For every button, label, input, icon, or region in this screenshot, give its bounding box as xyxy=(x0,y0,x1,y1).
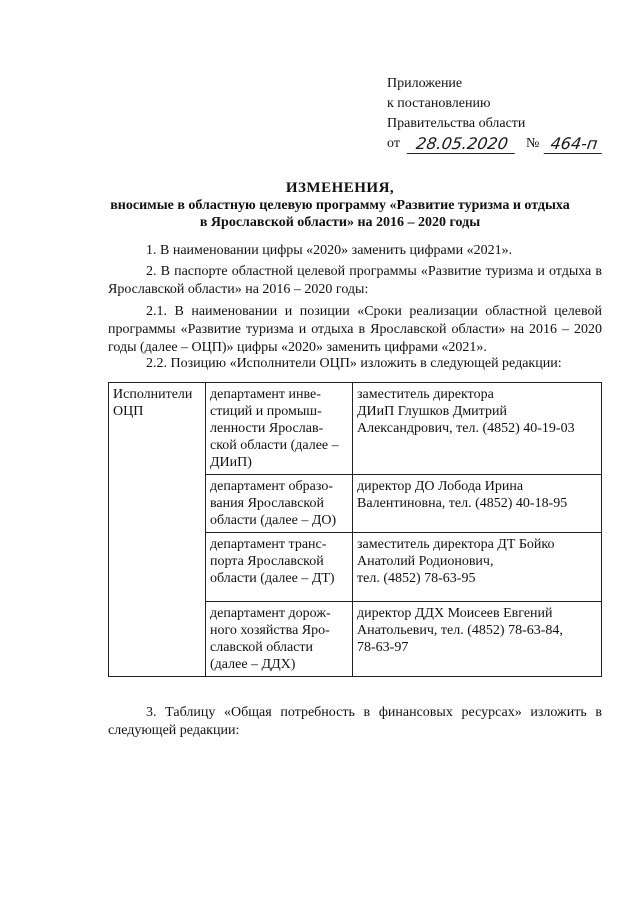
department-name: департамент образо- вания Ярославской области (далее – ДО) xyxy=(210,479,337,528)
paragraph-3: 3. Таблицу «Общая потребность в финансовых ресурсах» изложить в следующей редакции: xyxy=(108,705,602,738)
executors-header-cell xyxy=(109,383,206,677)
contact-info: заместитель директора ДИиП Глушков Дмитрий Александрович, тел. (4852) 40-19-03 xyxy=(357,387,575,436)
appendix-line-1: Приложение xyxy=(387,76,463,91)
contact-info: заместитель директора ДТ Бойко Анатолий Родионович, тел. (4852) 78-63-95 xyxy=(357,537,555,586)
department-name: департамент транс- порта Ярославской области (далее – ДТ) xyxy=(210,537,335,586)
department-cell xyxy=(206,383,353,475)
contact-info: директор ДДХ Моисеев Евгений Анатольевич, тел. (4852) 78-63-84, 78-63-97 xyxy=(357,606,563,655)
contact-cell xyxy=(353,475,602,533)
from-label: от xyxy=(387,136,400,151)
paragraph-2: 2. В паспорте областной целевой программы «Развитие туризма и отдыха в Ярославской области» на 2016 – 2020 годы: xyxy=(108,264,602,297)
contact-cell xyxy=(353,602,602,677)
title-main: ИЗМЕНЕНИЯ, xyxy=(285,180,395,196)
title-line-2: вносимые в областную целевую программу «Развитие туризма и отдыха xyxy=(110,198,570,213)
department-name: департамент дорож- ного хозяйства Яро- славской области (далее – ДДХ) xyxy=(210,606,331,672)
paragraph-1: 1. В наименовании цифры «2020» заменить цифрами «2021». xyxy=(146,243,513,258)
department-cell xyxy=(206,533,353,602)
appendix-block xyxy=(387,74,603,154)
appendix-line-2: к постановлению xyxy=(387,96,491,111)
contact-cell xyxy=(353,533,602,602)
paragraph-2-2: 2.2. Позицию «Исполнители ОЦП» изложить в следующей редакции: xyxy=(146,356,562,371)
executors-header-label: Исполнители ОЦП xyxy=(113,387,193,419)
number-label: № xyxy=(525,136,540,151)
handwritten-number: 464-п xyxy=(544,135,605,154)
contact-info: директор ДО Лобода Ирина Валентиновна, тел. (4852) 40-18-95 xyxy=(357,479,568,511)
paragraph-2-1: 2.1. В наименовании и позиции «Сроки реализации областной целевой программы «Развитие туризма и отдыха в Ярославской области» на 2016 – 2020 годы (далее – ОЦП)» цифры «2020» заменить цифрами «2021». xyxy=(108,304,602,355)
title-line-3: в Ярославской области» на 2016 – 2020 годы xyxy=(199,215,481,230)
department-cell xyxy=(206,475,353,533)
executors-table xyxy=(108,382,602,677)
department-name: департамент инве- стиций и промыш- ленности Ярослав- ской области (далее – ДИиП) xyxy=(210,387,339,470)
appendix-signature-line xyxy=(387,134,603,154)
handwritten-date: 28.05.2020 xyxy=(407,135,518,154)
table-row xyxy=(109,383,602,475)
appendix-line-3: Правительства области xyxy=(387,116,526,131)
document-title xyxy=(80,180,600,231)
department-cell xyxy=(206,602,353,677)
contact-cell xyxy=(353,383,602,475)
